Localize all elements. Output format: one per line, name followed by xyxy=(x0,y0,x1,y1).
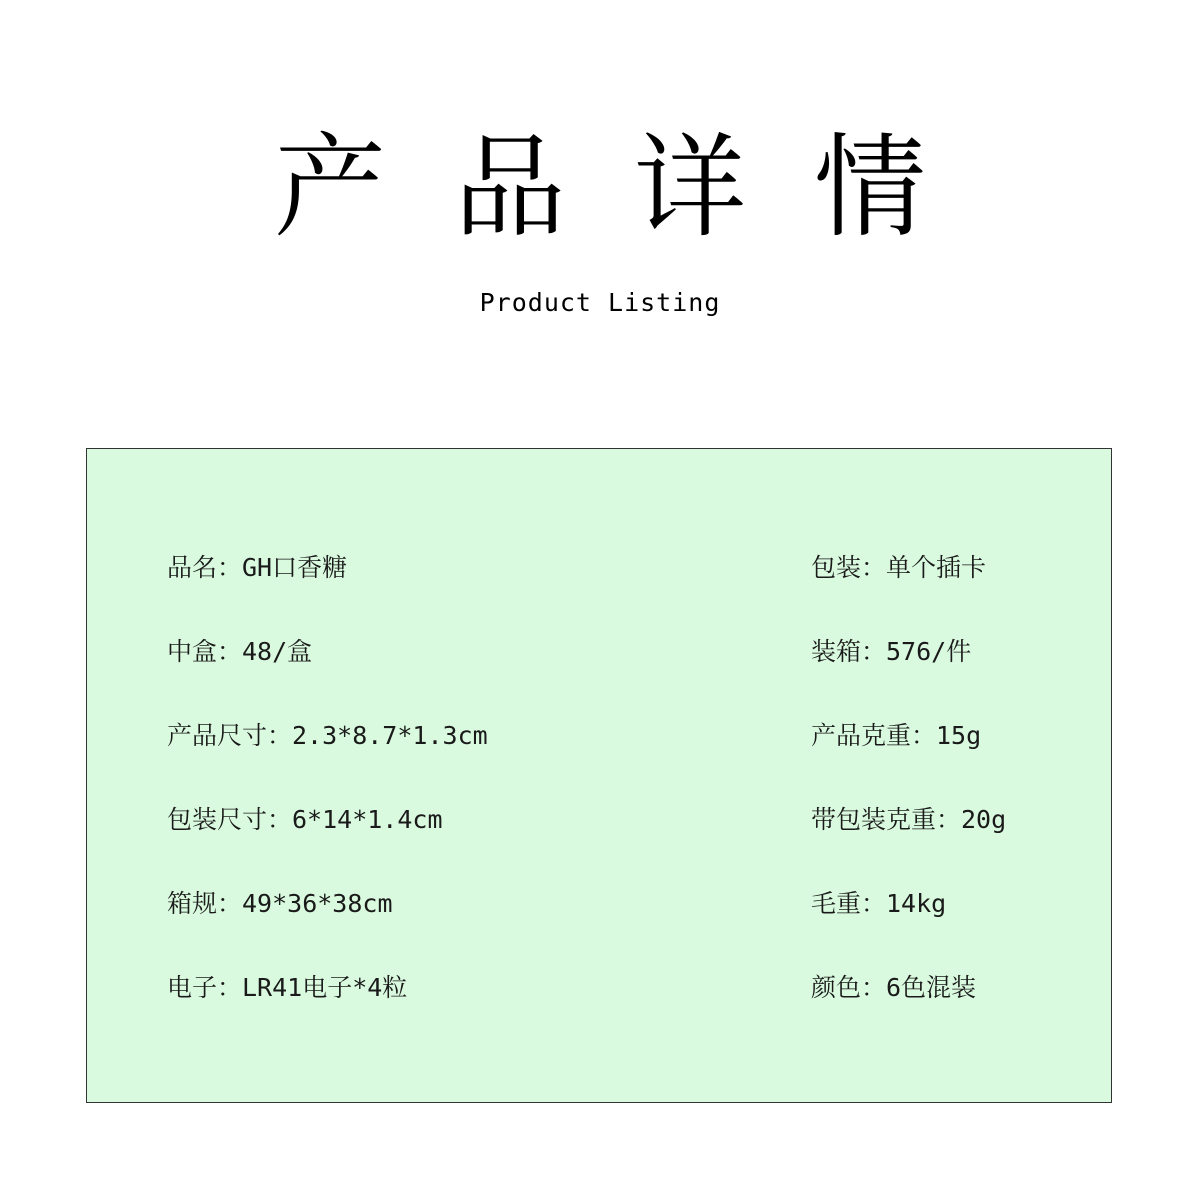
color-field: 颜色：6色混装 xyxy=(811,973,977,1002)
battery-field: 电子：LR41电子*4粒 xyxy=(167,973,408,1002)
product-size-field: 产品尺寸：2.3*8.7*1.3cm xyxy=(167,721,488,750)
gross-weight-field: 毛重：14kg xyxy=(811,889,947,918)
carton-size-field: 箱规：49*36*38cm xyxy=(167,889,393,918)
title-char: 情 xyxy=(814,123,926,253)
product-name-field: 品名：GH口香糖 xyxy=(167,553,348,582)
packaged-weight-field: 带包装克重：20g xyxy=(811,805,1007,834)
packaging-field: 包装：单个插卡 xyxy=(811,553,987,582)
info-row xyxy=(87,548,1111,588)
page-title xyxy=(0,118,1200,258)
info-row xyxy=(87,968,1111,1008)
middle-box-field: 中盒：48/盒 xyxy=(167,637,313,666)
info-row xyxy=(87,716,1111,756)
carton-quantity-field: 装箱：576/件 xyxy=(811,637,972,666)
info-row xyxy=(87,632,1111,672)
info-row xyxy=(87,884,1111,924)
title-char: 详 xyxy=(634,123,746,253)
title-char: 品 xyxy=(454,123,566,253)
info-row xyxy=(87,800,1111,840)
title-char: 产 xyxy=(274,123,386,253)
product-info-panel xyxy=(86,448,1112,1103)
product-weight-field: 产品克重：15g xyxy=(811,721,982,750)
package-size-field: 包装尺寸：6*14*1.4cm xyxy=(167,805,443,834)
page-subtitle: Product Listing xyxy=(479,288,721,317)
